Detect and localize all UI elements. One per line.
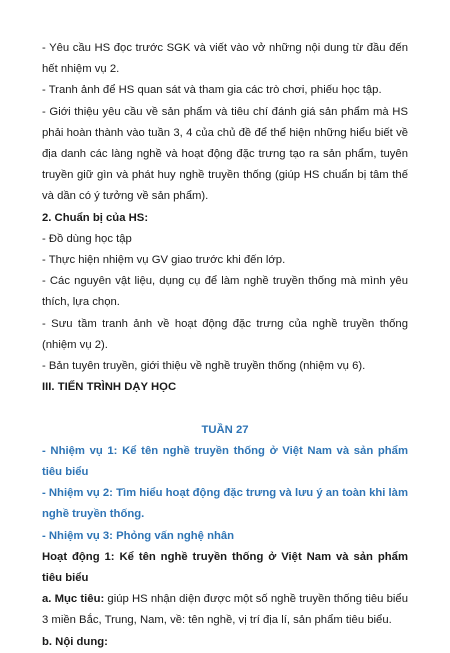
hs-item: - Bản tuyên truyền, giới thiệu về nghề truyền thống (nhiệm vụ 6). bbox=[42, 360, 366, 373]
task-item: - Nhiệm vụ 2: Tìm hiểu hoạt động đặc trưng và lưu ý an toàn khi làm nghề truyền thống. bbox=[42, 487, 408, 521]
activity-heading: Hoạt động 1: Kể tên nghề truyền thống ở Việt Nam và sản phẩm tiêu biểu bbox=[42, 550, 408, 585]
objective-paragraph bbox=[42, 589, 408, 631]
hs-item: - Các nguyên vật liệu, dụng cụ để làm nghề truyền thống mà mình yêu thích, lựa chọn. bbox=[42, 275, 408, 309]
intro-item: - Giới thiệu yêu cầu về sản phẩm và tiêu chí đánh giá sản phẩm mà HS phải hoàn thành vào tuần 3, 4 của chủ đề để thể hiện những hiểu biết về địa danh các làng nghề và hoạt động đặc trưng tạo ra sản phẩm, tuyên truyền giữ gìn và phát huy nghề truyền thống (giúp HS chuẩn bị tâm thế và dần có ý tưởng về sản phẩm). bbox=[42, 105, 408, 203]
intro-item: - Yêu cầu HS đọc trước SGK và viết vào vở những nội dung từ đầu đến hết nhiệm vụ 2. bbox=[42, 42, 408, 76]
task-item: - Nhiệm vụ 1: Kể tên nghề truyền thống ở Việt Nam và sản phẩm tiêu biểu bbox=[42, 444, 408, 479]
document-body bbox=[42, 38, 408, 653]
section-heading: III. TIẾN TRÌNH DẠY HỌC bbox=[42, 381, 177, 394]
hs-item: - Sưu tầm tranh ảnh về hoạt động đặc trưng của nghề truyền thống (nhiệm vụ 2). bbox=[42, 317, 408, 351]
content-heading: b. Nội dung: bbox=[42, 635, 108, 648]
intro-item: - Tranh ảnh để HS quan sát và tham gia các trò chơi, phiếu học tập. bbox=[42, 84, 382, 97]
objective-label: a. Mục tiêu: bbox=[42, 593, 105, 606]
week-title: TUẦN 27 bbox=[201, 423, 249, 436]
hs-preparation-heading: 2. Chuẩn bị của HS: bbox=[42, 211, 149, 224]
task-item: - Nhiệm vụ 3: Phỏng vấn nghệ nhân bbox=[42, 529, 235, 542]
hs-item: - Thực hiện nhiệm vụ GV giao trước khi đến lớp. bbox=[42, 254, 286, 267]
hs-item: - Đồ dùng học tập bbox=[42, 232, 132, 245]
objective-text: giúp HS nhận diện được một số nghề truyền thống tiêu biểu 3 miền Bắc, Trung, Nam, về: tên nghề, vị trí địa lí, sản phẩm tiêu biểu. bbox=[42, 593, 408, 627]
blank-line bbox=[42, 398, 408, 419]
